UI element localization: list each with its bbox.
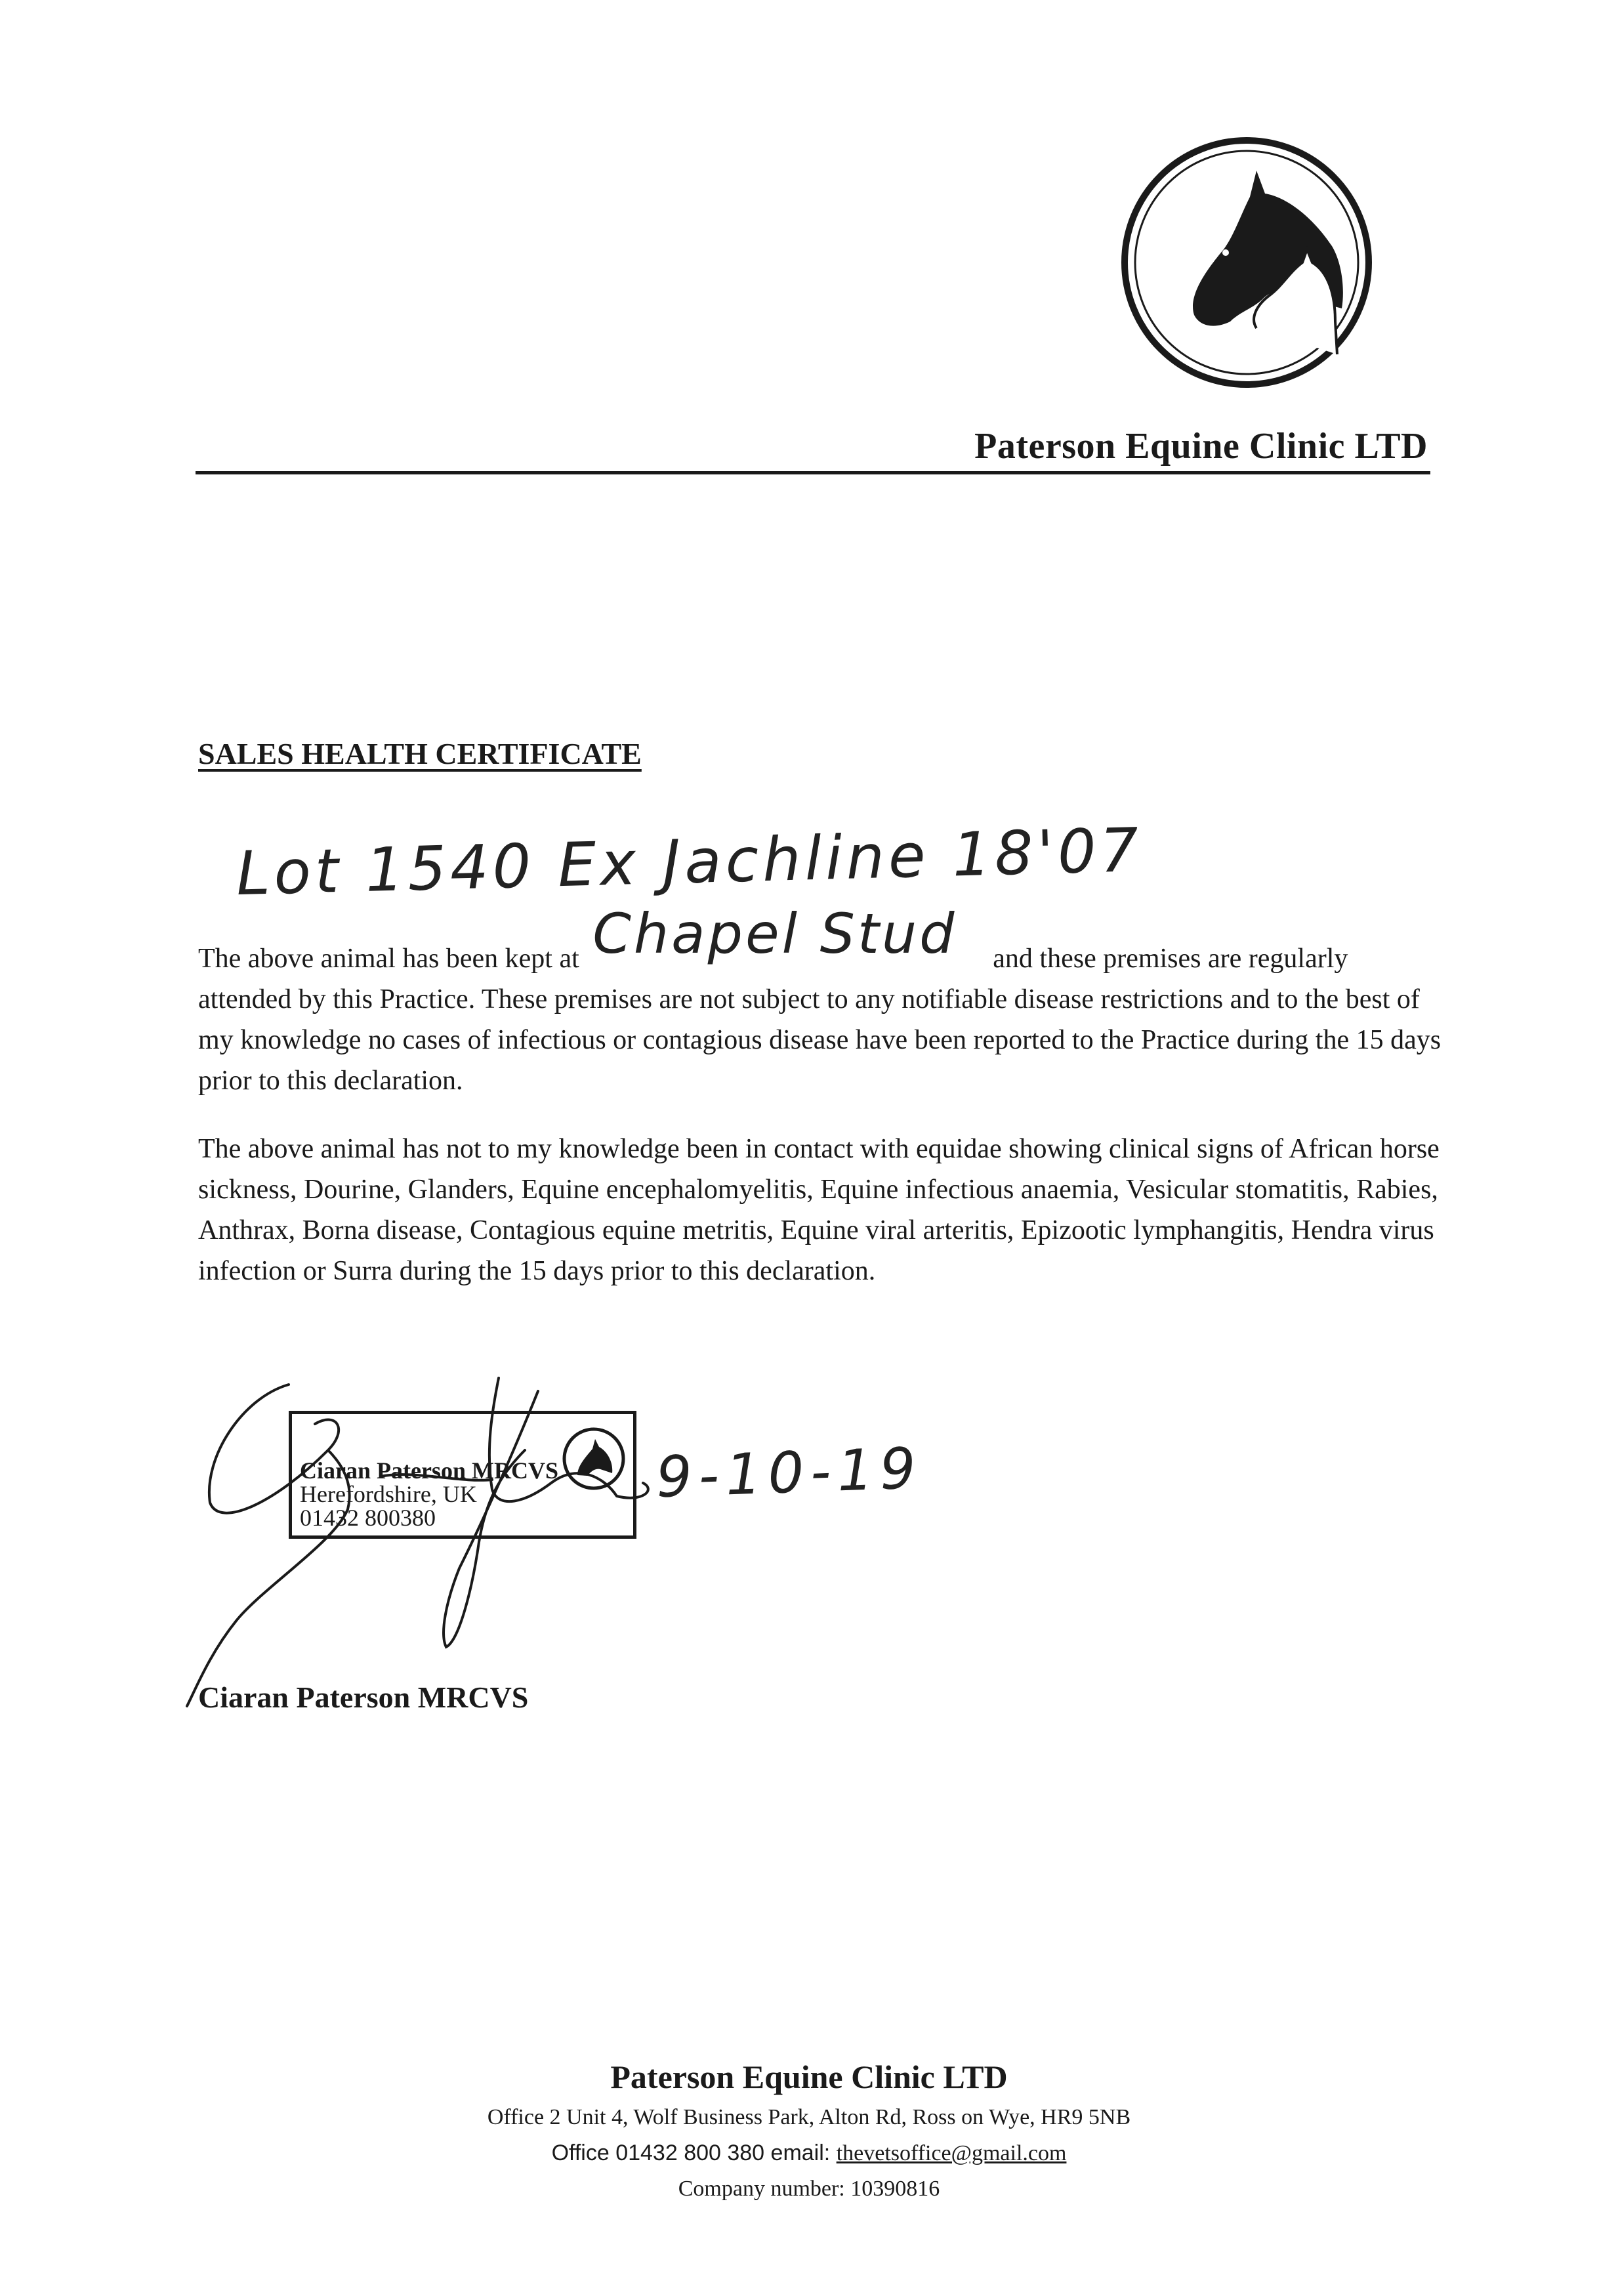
stamp-horse-logo-icon xyxy=(561,1426,627,1492)
footer-clinic-name: Paterson Equine Clinic LTD xyxy=(610,2058,1008,2095)
para1-body: and these premises are regularly attended by this Practice. These premises are not subject to any notifiable disease restrictions and to the best of my knowledge no cases of infectious or contagious disease have been reported to the Practice during the 15 days prior to this declaration. xyxy=(198,944,1442,1096)
horse-heads-circle-logo xyxy=(1115,131,1378,394)
clinic-name-header: Paterson Equine Clinic LTD xyxy=(974,426,1428,467)
handwritten-lot-number: Lot 1540 Ex Jachline 18'07 xyxy=(235,814,1144,909)
signatory-name: Ciaran Paterson MRCVS xyxy=(198,1680,529,1714)
header-divider xyxy=(196,471,1430,474)
handwritten-sign-date: 9-10-19 xyxy=(655,1435,924,1511)
stamp-vet-name: Ciaran Paterson MRCVS xyxy=(300,1457,558,1484)
footer-phone-label: Office 01432 800 380 email: xyxy=(551,2140,837,2165)
footer-address: Office 2 Unit 4, Wolf Business Park, Alton Rd, Ross on Wye, HR9 5NB xyxy=(487,2105,1131,2129)
handwritten-premises-field xyxy=(586,902,993,979)
footer-contact xyxy=(0,2135,1618,2171)
clinic-stamp xyxy=(289,1411,636,1539)
certificate-title: SALES HEALTH CERTIFICATE xyxy=(198,737,642,770)
stamp-location: Herefordshire, UK xyxy=(300,1481,477,1507)
footer-company-number: Company number: 10390816 xyxy=(678,2177,940,2201)
para1-intro: The above animal has been kept at xyxy=(198,944,579,974)
footer xyxy=(0,2054,1618,2207)
handwritten-premises: Chapel Stud xyxy=(592,902,957,966)
stamp-phone: 01432 800380 xyxy=(300,1505,436,1531)
footer-email-link[interactable]: thevetsoffice@gmail.com xyxy=(836,2141,1067,2165)
disease-contact-paragraph: The above animal has not to my knowledge been in contact with equidae showing clinical signs of African horse sickness, Dourine, Glanders, Equine encephalomyelitis, Equine infectious anaemia, Vesicular stomatitis, Rabies, Anthrax, Borna disease, Contagious equine metritis, Equine viral arteritis, Epizootic lymphangitis, Hendra virus infection or Surra during the 15 days prior to this declaration. xyxy=(198,1134,1440,1286)
premises-paragraph xyxy=(198,902,1445,1101)
